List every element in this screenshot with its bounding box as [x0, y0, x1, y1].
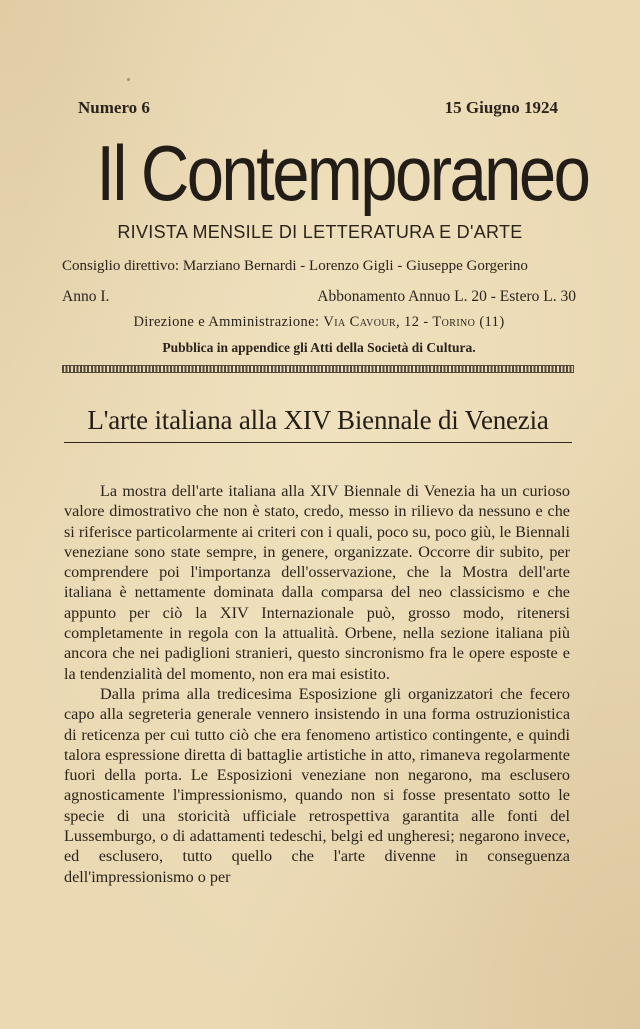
- appendix-note: Pubblica in appendice gli Atti della Società di Cultura.: [162, 340, 476, 355]
- ink-speck: [127, 78, 130, 81]
- editorial-board: Consiglio direttivo: Marziano Bernardi - Lorenzo Gigli - Giuseppe Gorgerino: [62, 258, 528, 274]
- address: Via Cavour, 12 - Torino (11): [323, 314, 505, 330]
- article-paragraph: La mostra dell'arte italiana alla XIV Biennale di Venezia ha un curioso valore dimostrativo che non è stato, credo, messo in rilievo da nessuno e che si riferisce particolarmente ai criteri con i quali, poco su, poco giù, le Biennali veneziane sono state sempre, in genere, organizzate. Occorre dir subito, per comprendere poi l'importanza dell'osservazione, che la Mostra dell'arte italiana è nettamente dominata dalla comparsa del neo classicismo e che appunto per ciò la XIV Internazionale può, grosso modo, ritenersi completamente in regola con la attualità. Orbene, nella sezione italiana più ancora che nei padiglioni stranieri, questo sincronismo fra le opere esposte e la tendenzialità del momento, non era mai esistito.: [64, 482, 570, 683]
- magazine-subtitle: RIVISTA MENSILE DI LETTERATURA E D'ARTE: [117, 222, 523, 242]
- year-subscription-line: [62, 288, 576, 308]
- issue-date: 15 Giugno 1924: [444, 98, 558, 117]
- direction-label: Direzione e Amministrazione:: [133, 314, 320, 330]
- magazine-title: Il Contemporaneo: [96, 129, 589, 217]
- issue-number: Numero 6: [78, 98, 150, 117]
- title-underline: [64, 442, 572, 443]
- subscription-price: Abbonamento Annuo L. 20 - Estero L. 30: [317, 288, 576, 305]
- publication-year: Anno I.: [62, 288, 110, 305]
- ornamental-divider: [62, 365, 574, 373]
- article-paragraph: Dalla prima alla tredicesima Esposizione gli organizzatori che fecero capo alla segreteria generale vennero insistendo in una forma ostruzionistica di reticenza per cui tutto ciò che era fenomeno artistico contingente, e quindi talora espressione diretta di battaglie artistiche in atto, rimaneva regolarmente fuori della porta. Le Esposizioni veneziane non negarono, ma esclusero agnosticamente l'impressionismo, quando non si fosse presentato sotto le specie di una storicità ufficiale retrospettiva garantita alle fonti del Lussemburgo, o di adattamenti tedeschi, belgi ed ungheresi; negarono invece, ed esclusero, tutto quello che l'arte divenne in conseguenza dell'impressionismo o per: [64, 684, 570, 886]
- article-body: [64, 481, 570, 887]
- direction-address: [60, 314, 578, 331]
- article-title: L'arte italiana alla XIV Biennale di Venezia: [87, 405, 549, 435]
- issue-header: [78, 98, 558, 122]
